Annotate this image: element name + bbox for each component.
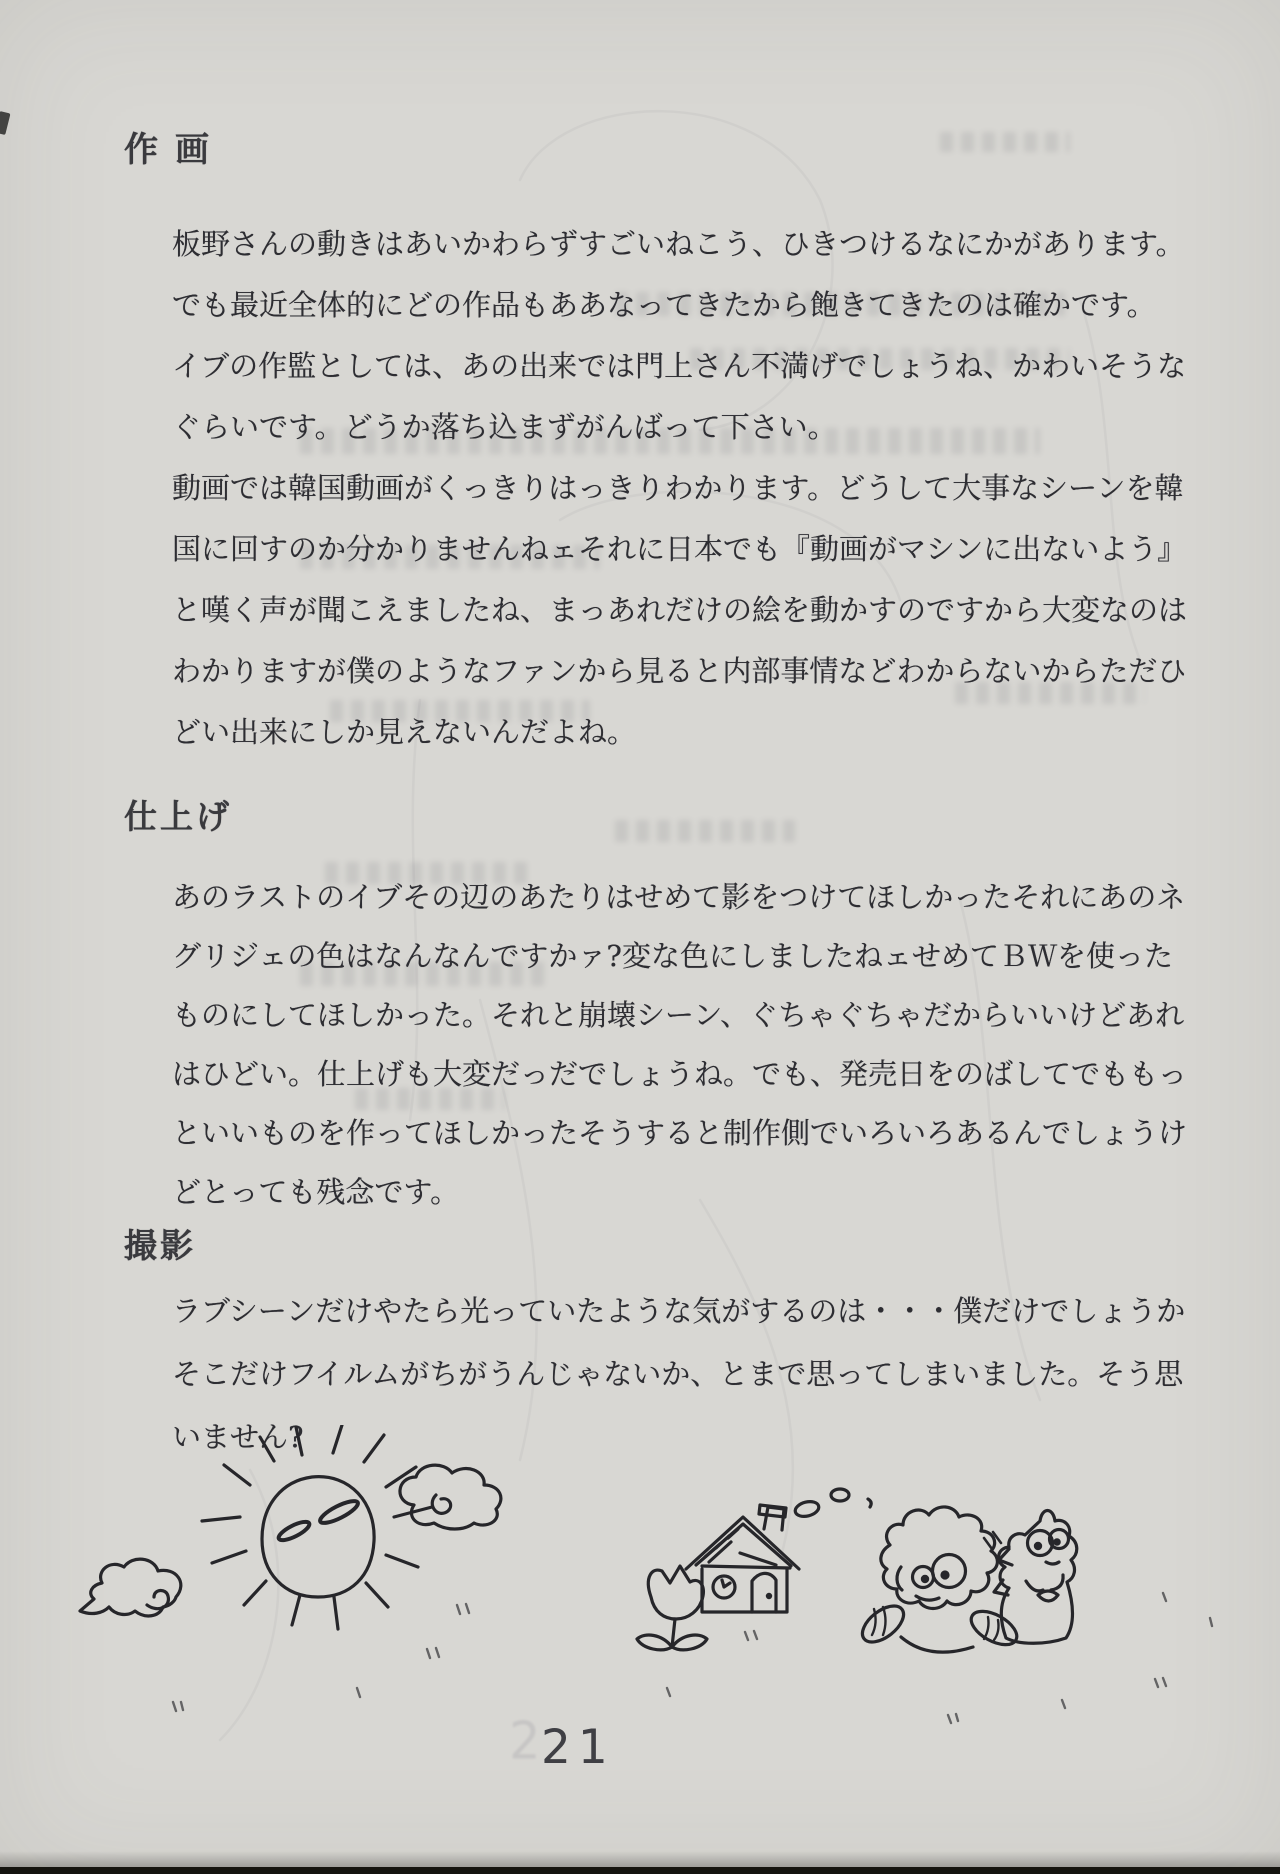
- text-line: ラブシーンだけやたら光っていたような気がするのは・・・僕だけでしょうか: [172, 1294, 1186, 1328]
- bleed-artifact: [940, 132, 1070, 152]
- scan-edge-bar: [0, 1867, 1280, 1874]
- text-line: どい出来にしか見えないんだよね。: [172, 715, 637, 749]
- smoke-icon: [794, 1489, 871, 1519]
- text-line: ものにしてほしかった。それと崩壊シーン、ぐちゃぐちゃだからいいけどあれ: [172, 998, 1185, 1032]
- text-line: イブの作監としては、あの出来では門上さん不満げでしょうね、かわいそうな: [172, 349, 1187, 383]
- cloud-left-icon: [80, 1559, 181, 1616]
- house-icon: [686, 1505, 799, 1612]
- tulip-icon: [637, 1566, 707, 1650]
- text-line: 板野さんの動きはあいかわらずすごいねこう、ひきつけるなにかがあります。: [172, 227, 1185, 261]
- text-line: と嘆く声が聞こえましたね、まっあれだけの絵を動かすのですから大変なのは: [172, 593, 1188, 627]
- page-number-ghost: 2: [509, 1711, 548, 1772]
- text-line: いません?: [172, 1420, 304, 1454]
- text-line: グリジェの色はなんなんですかァ?変な色にしましたねェせめてＢＷを使った: [172, 939, 1173, 973]
- section-heading-shiage: 仕上げ: [124, 797, 232, 836]
- paragraph-shiage: [172, 873, 1212, 1227]
- bleed-artifact: [615, 820, 795, 842]
- text-line: 動画では韓国動画がくっきりはっきりわかります。どうして大事なシーンを韓: [172, 471, 1184, 505]
- text-line: あのラストのイブその辺のあたりはせめて影をつけてほしかったそれにあのネ: [172, 880, 1186, 914]
- text-line: はひどい。仕上げも大変だっだでしょうね。でも、発売日をのばしてでももっ: [172, 1057, 1188, 1091]
- text-line: 国に回すのか分かりませんねェそれに日本でも『動画がマシンに出ないよう』: [172, 532, 1187, 566]
- text-line: でも最近全体的にどの作品もああなってきたから飽きてきたのは確かです。: [172, 288, 1156, 322]
- scan-corner-mark: [0, 111, 10, 135]
- page-number-value: 21: [541, 1720, 615, 1775]
- text-line: どとっても残念です。: [172, 1175, 460, 1209]
- text-line: といいものを作ってほしかったそうすると制作側でいろいろあるんでしょうけ: [172, 1116, 1188, 1150]
- cloud-right-icon: [400, 1465, 501, 1529]
- doodle-strip: [50, 1425, 1220, 1725]
- dinosaur-character-icon: [994, 1511, 1077, 1644]
- page-number: [509, 1711, 615, 1775]
- paragraph-sakuga: [172, 220, 1212, 769]
- scan-edge-shadow: [0, 1851, 1280, 1867]
- text-line: ぐらいです。どうか落ち込まずがんばって下さい。: [172, 410, 837, 444]
- sun-icon: [202, 1425, 432, 1629]
- section-heading-satsuei: 撮影: [124, 1226, 196, 1265]
- text-line: わかりますが僕のようなファンから見ると内部事情などわからないからただひ: [172, 654, 1187, 688]
- section-heading-sakuga: 作画: [124, 130, 226, 170]
- afro-character-icon: [856, 1507, 1022, 1652]
- text-line: そこだけフイルムがちがうんじゃないか、とまで思ってしまいました。そう思: [172, 1357, 1184, 1391]
